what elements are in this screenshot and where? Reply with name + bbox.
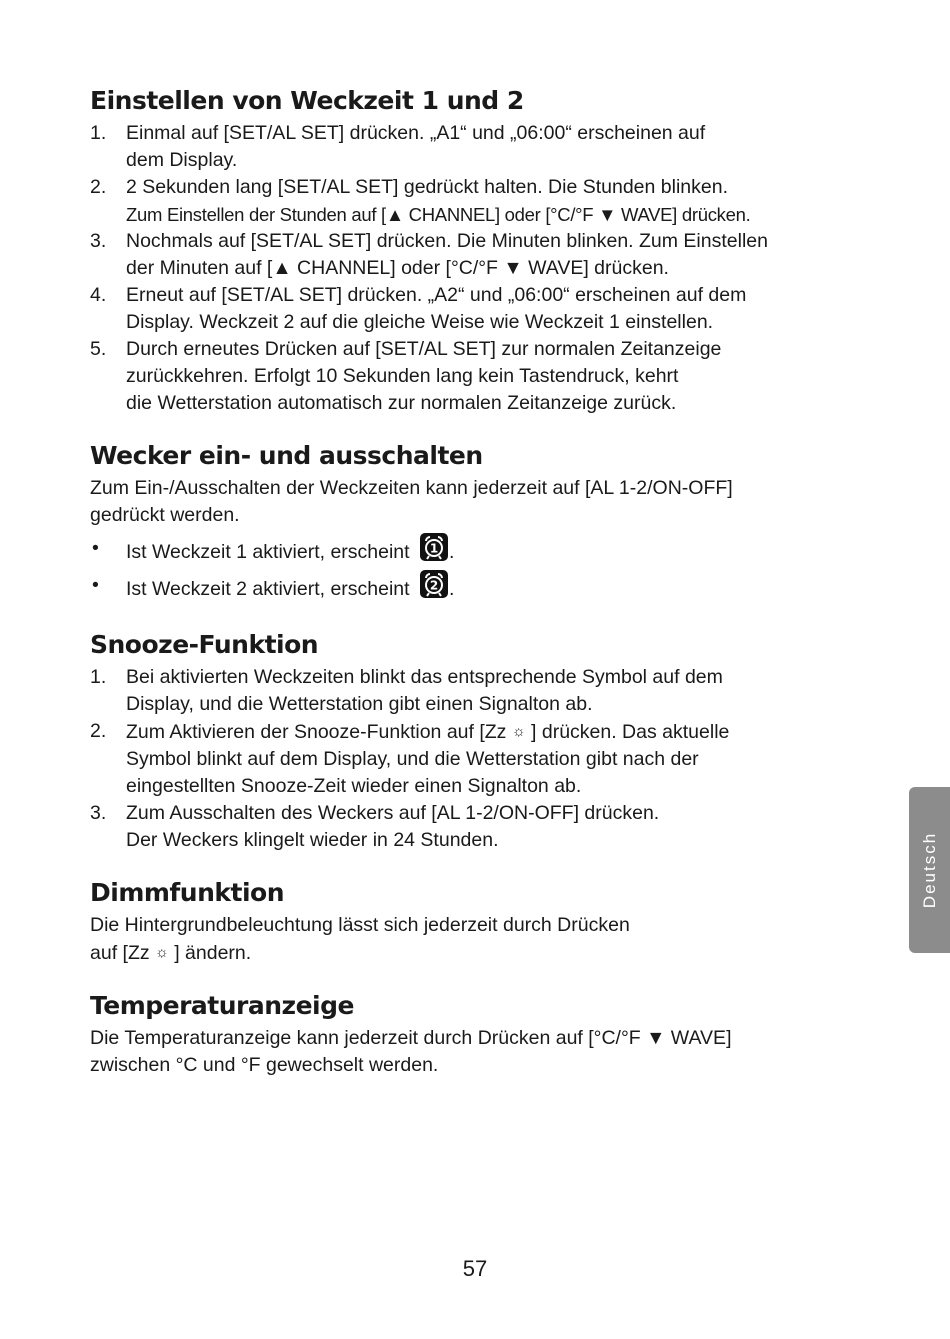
section-title: Einstellen von Weckzeit 1 und 2 — [90, 86, 524, 115]
manual-page — [90, 84, 850, 1101]
section-title: Snooze-Funktion — [90, 630, 319, 659]
steps-list — [90, 120, 850, 417]
language-tab-label: Deutsch — [919, 831, 939, 909]
list-item: 1. Bei aktivierten Weckzeiten blinkt das entsprechende Symbol auf dem Display, und die Wetterstation gibt einen Signalton ab. — [90, 666, 723, 715]
list-item: 2. Zum Aktivieren der Snooze-Funktion auf [Zz ☼ ] drücken. Das aktuelle Symbol blinkt auf dem Display, und die Wetterstation gibt nach der eingestellten Snooze-Zeit wieder einen Signalton ab. — [90, 720, 730, 797]
section-alarm-setting — [90, 84, 850, 417]
list-item: 2. 2 Sekunden lang [SET/AL SET] gedrückt halten. Die Stunden blinken. Zum Einstellen der Stunden auf [▲ CHANNEL] oder [°C/°F ▼ WAVE] drücken. — [90, 176, 751, 225]
bullet-list — [90, 532, 850, 606]
list-item: • Ist Weckzeit 1 aktiviert, erscheint 1 . — [90, 532, 850, 569]
snooze-light-icon: ☼ — [155, 944, 169, 961]
section-title: Temperaturanzeige — [90, 991, 354, 1020]
svg-text:1: 1 — [429, 541, 439, 556]
section-alarm-toggle — [90, 439, 850, 606]
paragraph: Die Temperaturanzeige kann jederzeit durch Drücken auf [°C/°F ▼ WAVE] zwischen °C und °F gewechselt werden. — [90, 1027, 732, 1076]
list-item: 4. Erneut auf [SET/AL SET] drücken. „A2“ und „06:00“ erscheinen auf dem Display. Weckzeit 2 auf die gleiche Weise wie Weckzeit 1 einstellen. — [90, 284, 747, 333]
list-item: 5. Durch erneutes Drücken auf [SET/AL SET] zur normalen Zeitanzeige zurückkehren. Erfolgt 10 Sekunden lang kein Tastendruck, kehrt die Wetterstation automatisch zur normalen Zeitanzeige zurück. — [90, 338, 722, 414]
snooze-light-icon: ☼ — [511, 723, 526, 740]
list-item: • Ist Weckzeit 2 aktiviert, erscheint 2 . — [90, 569, 850, 606]
list-item: 3. Zum Ausschalten des Weckers auf [AL 1-2/ON-OFF] drücken. Der Weckers klingelt wieder in 24 Stunden. — [90, 802, 660, 851]
section-temperature — [90, 989, 850, 1079]
language-tab — [909, 787, 950, 953]
section-title: Wecker ein- und ausschalten — [90, 441, 483, 470]
section-title: Dimmfunktion — [90, 878, 285, 907]
paragraph: Die Hintergrundbeleuchtung lässt sich jederzeit durch Drücken auf [Zz ☼ ] ändern. — [90, 914, 630, 964]
paragraph: Zum Ein-/Ausschalten der Weckzeiten kann jederzeit auf [AL 1-2/ON-OFF] gedrückt werden. — [90, 477, 733, 526]
page-number: 57 — [462, 1256, 488, 1281]
svg-text:2: 2 — [429, 578, 439, 593]
section-snooze — [90, 628, 850, 854]
steps-list — [90, 664, 850, 854]
list-item: 1. Einmal auf [SET/AL SET] drücken. „A1“ und „06:00“ erscheinen auf dem Display. — [90, 122, 706, 171]
section-dimming — [90, 876, 850, 967]
alarm-2-icon — [419, 569, 449, 599]
alarm-1-icon — [419, 532, 449, 562]
list-item: 3. Nochmals auf [SET/AL SET] drücken. Die Minuten blinken. Zum Einstellen der Minuten auf [▲ CHANNEL] oder [°C/°F ▼ WAVE] drücken. — [90, 230, 768, 279]
